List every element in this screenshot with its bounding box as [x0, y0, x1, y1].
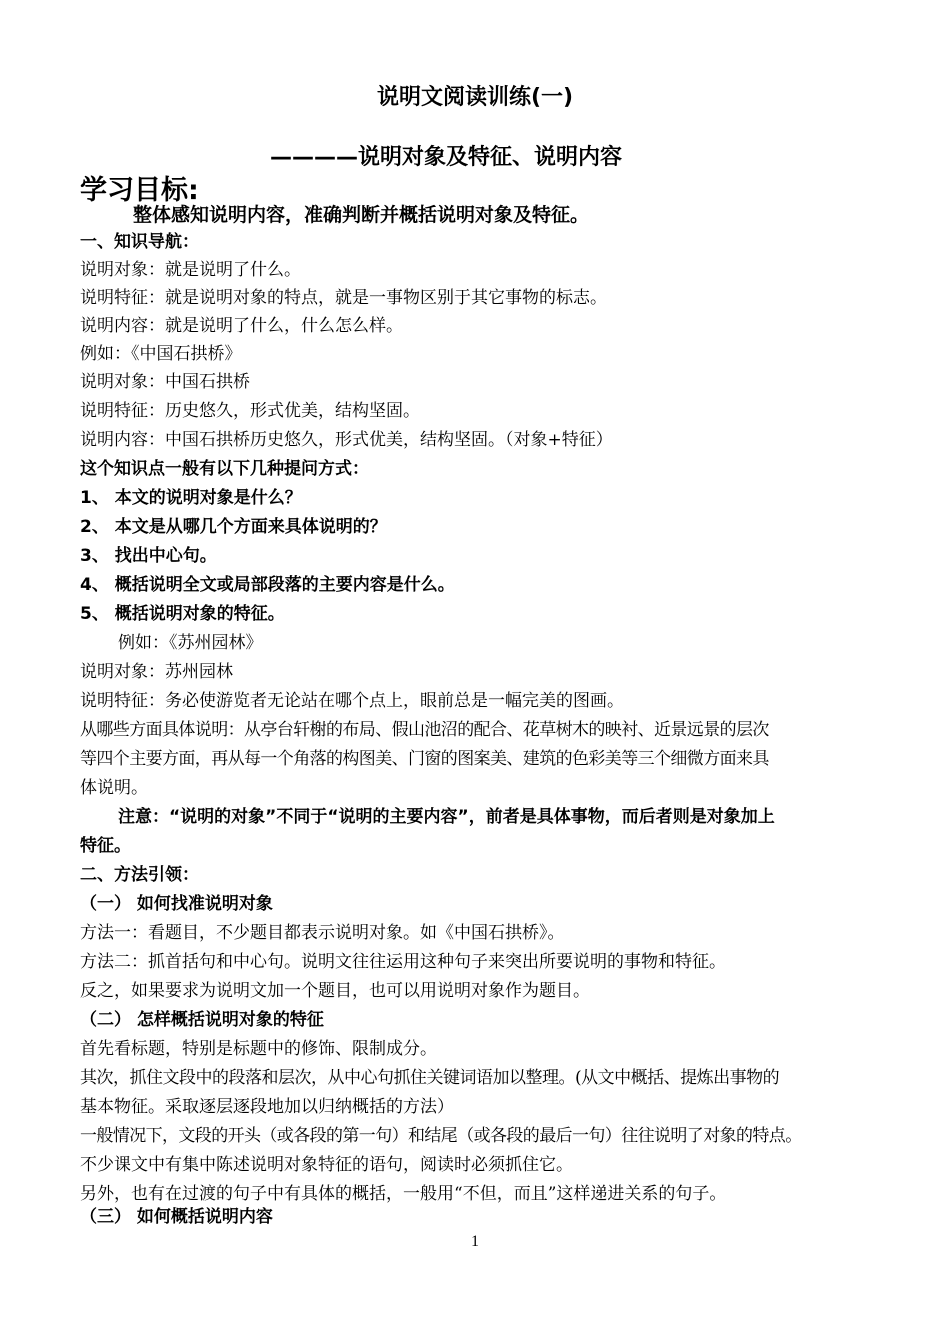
question-intro: 这个知识点一般有以下几种提问方式：	[80, 459, 369, 479]
aspects-line: 从哪些方面具体说明：从亭台轩榭的布局、假山池沼的配合、花草树木的映衬、近景远景的层次	[80, 720, 769, 740]
method-line: 首先看标题，特别是标题中的修饰、限制成分。	[80, 1039, 437, 1059]
subsection-title: （二） 怎样概括说明对象的特征	[80, 1010, 324, 1030]
goal-text: 整体感知说明内容，准确判断并概括说明对象及特征。	[133, 204, 590, 226]
goal-heading: 学习目标:	[80, 175, 199, 206]
page-number: 1	[471, 1233, 479, 1250]
method-line: 其次，抓住文段中的段落和层次，从中心句抓住关键词语加以整理。(从文中概括、提炼出事物的	[80, 1068, 780, 1088]
page-subtitle: ————说明对象及特征、说明内容	[270, 145, 623, 170]
section1-line: 说明内容：就是说明了什么，什么怎么样。	[80, 316, 403, 336]
method-line: 另外，也有在过渡的句子中有具体的概括，一般用“不但，而且”这样递进关系的句子。	[80, 1184, 727, 1204]
question-item: 5、 概括说明对象的特征。	[80, 604, 285, 624]
method-line: 基本物征。采取逐层逐段地加以归纳概括的方法）	[80, 1097, 454, 1117]
note-line: 特征。	[80, 836, 131, 856]
example-title: 例如：《苏州园林》	[118, 633, 263, 653]
page-title: 说明文阅读训练(一)	[376, 85, 574, 110]
method-line: 反之，如果要求为说明文加一个题目，也可以用说明对象作为题目。	[80, 981, 590, 1001]
section1-heading: 一、知识导航：	[80, 232, 199, 252]
question-item: 2、 本文是从哪几个方面来具体说明的？	[80, 517, 387, 537]
subsection-title: （一） 如何找准说明对象	[80, 894, 273, 914]
aspects-line: 等四个主要方面，再从每一个角落的构图美、门窗的图案美、建筑的色彩美等三个细微方面来具	[80, 749, 769, 769]
aspects-line: 体说明。	[80, 778, 148, 798]
section1-line: 说明对象：中国石拱桥	[80, 372, 250, 392]
subsection-title: （三） 如何概括说明内容	[80, 1207, 273, 1227]
question-item: 1、 本文的说明对象是什么？	[80, 488, 302, 508]
section2-heading: 二、方法引领：	[80, 865, 199, 885]
example-object: 说明对象：苏州园林	[80, 662, 233, 682]
question-item: 4、 概括说明全文或局部段落的主要内容是什么。	[80, 575, 455, 595]
method-line: 方法二：抓首括句和中心句。说明文往往运用这种句子来突出所要说明的事物和特征。	[80, 952, 726, 972]
section1-line: 说明特征：历史悠久，形式优美，结构坚固。	[80, 401, 420, 421]
method-line: 一般情况下，文段的开头（或各段的第一句）和结尾（或各段的最后一句）往往说明了对象的特点。	[80, 1126, 802, 1146]
section1-line: 例如：《中国石拱桥》	[80, 344, 242, 364]
note-line: 注意：“说明的对象”不同于“说明的主要内容”，前者是具体事物，而后者则是对象加上	[118, 807, 775, 827]
section1-line: 说明对象：就是说明了什么。	[80, 260, 301, 280]
question-item: 3、 找出中心句。	[80, 546, 217, 566]
example-feature: 说明特征：务必使游览者无论站在哪个点上，眼前总是一幅完美的图画。	[80, 691, 624, 711]
section1-line: 说明特征：就是说明对象的特点，就是一事物区别于其它事物的标志。	[80, 288, 607, 308]
method-line: 方法一：看题目，不少题目都表示说明对象。如《中国石拱桥》。	[80, 923, 565, 943]
section1-line: 说明内容：中国石拱桥历史悠久，形式优美，结构坚固。（对象+特征）	[80, 430, 613, 450]
method-line: 不少课文中有集中陈述说明对象特征的语句，阅读时必须抓住它。	[80, 1155, 573, 1175]
